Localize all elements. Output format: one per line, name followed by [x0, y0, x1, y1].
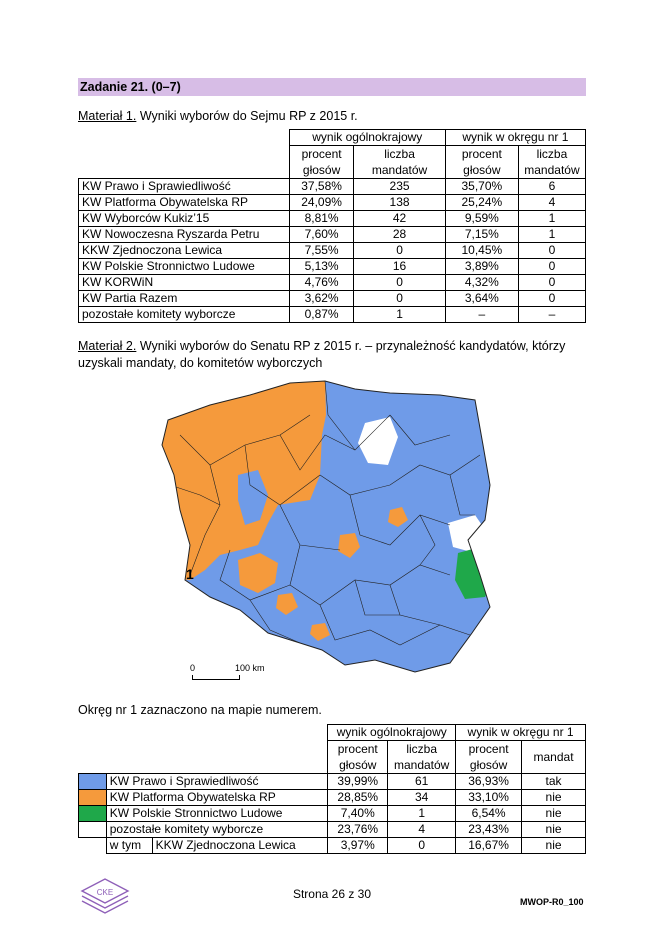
- group-header-national: wynik ogólnokrajowy: [328, 725, 456, 741]
- pct-district: 9,59%: [445, 211, 518, 227]
- seats-district: 6: [518, 179, 585, 195]
- material1-title-text: Wyniki wyborów do Sejmu RP z 2015 r.: [136, 109, 358, 123]
- pct-district: –: [445, 307, 518, 323]
- party-name: KW Partia Razem: [79, 291, 290, 307]
- seats: 1: [388, 806, 456, 822]
- group-header-national: wynik ogólnokrajowy: [289, 130, 445, 146]
- subheader-pct-district: procent głosów: [456, 741, 522, 774]
- mandate: nie: [522, 838, 586, 854]
- seats-district: 0: [518, 243, 585, 259]
- subheader-pct: procent głosów: [289, 146, 354, 179]
- mandate: nie: [522, 822, 586, 838]
- seats: 34: [388, 790, 456, 806]
- group-header-district: wynik w okręgu nr 1: [445, 130, 585, 146]
- table-row: [79, 838, 586, 854]
- pct-district: 6,54%: [456, 806, 522, 822]
- party-name: pozostałe komitety wyborcze: [79, 307, 290, 323]
- seats: 16: [354, 259, 445, 275]
- pct: 0,87%: [289, 307, 354, 323]
- map-region-psl: [455, 547, 495, 599]
- legend-swatch-psl: [79, 806, 107, 822]
- table-row: [79, 195, 586, 211]
- seats-district: 4: [518, 195, 585, 211]
- pct-district: 16,67%: [456, 838, 522, 854]
- seats: 0: [388, 838, 456, 854]
- seats-district: 1: [518, 227, 585, 243]
- party-name: KW Prawo i Sprawiedliwość: [106, 774, 328, 790]
- seats: 61: [388, 774, 456, 790]
- pct: 37,58%: [289, 179, 354, 195]
- legend-swatch-other: [79, 822, 107, 838]
- pct: 7,40%: [328, 806, 388, 822]
- pct: 23,76%: [328, 822, 388, 838]
- seats: 0: [354, 291, 445, 307]
- seats-district: 1: [518, 211, 585, 227]
- pct-district: 3,89%: [445, 259, 518, 275]
- pct: 39,99%: [328, 774, 388, 790]
- party-name: KW Polskie Stronnictwo Ludowe: [79, 259, 290, 275]
- seats-district: –: [518, 307, 585, 323]
- pct-district: 10,45%: [445, 243, 518, 259]
- seats-district: 0: [518, 275, 585, 291]
- material1-title: [78, 108, 588, 125]
- mandate: nie: [522, 806, 586, 822]
- seats: 0: [354, 243, 445, 259]
- seats-district: 0: [518, 291, 585, 307]
- senate-map: [150, 375, 510, 685]
- mandate: tak: [522, 774, 586, 790]
- table-row: [79, 275, 586, 291]
- pct-district: 33,10%: [456, 790, 522, 806]
- pct-district: 7,15%: [445, 227, 518, 243]
- party-name: KW Nowoczesna Ryszarda Petru: [79, 227, 290, 243]
- seats: 138: [354, 195, 445, 211]
- legend-swatch-po: [79, 790, 107, 806]
- material2-title: [78, 338, 588, 372]
- subheader-seats-district: liczba mandatów: [518, 146, 585, 179]
- seats: 4: [388, 822, 456, 838]
- party-name: KW KORWiN: [79, 275, 290, 291]
- table-row: [79, 307, 586, 323]
- pct: 5,13%: [289, 259, 354, 275]
- pct-district: 25,24%: [445, 195, 518, 211]
- scale-start: 0: [190, 663, 196, 673]
- legend-swatch-pis: [79, 774, 107, 790]
- table-row: [79, 243, 586, 259]
- pct-district: 36,93%: [456, 774, 522, 790]
- subheader-pct-district: procent głosów: [445, 146, 518, 179]
- party-name: KW Polskie Stronnictwo Ludowe: [106, 806, 328, 822]
- table-row: [79, 774, 586, 790]
- pct: 28,85%: [328, 790, 388, 806]
- party-name: KW Wyborców Kukiz’15: [79, 211, 290, 227]
- party-name: KW Platforma Obywatelska RP: [79, 195, 290, 211]
- scale-bar: [192, 675, 240, 680]
- map-note: Okręg nr 1 zaznaczono na mapie numerem.: [78, 703, 322, 717]
- party-name: KW Platforma Obywatelska RP: [106, 790, 328, 806]
- pct: 7,60%: [289, 227, 354, 243]
- table-row: [79, 291, 586, 307]
- seats-district: 0: [518, 259, 585, 275]
- party-name: KKW Zjednoczona Lewica: [152, 838, 328, 854]
- sub-row-prefix: w tym: [106, 838, 152, 854]
- seats: 28: [354, 227, 445, 243]
- pct: 3,97%: [328, 838, 388, 854]
- material2-title-text: Wyniki wyborów do Senatu RP z 2015 r. – przynależność kandydatów, którzy uzyskali mandaty, do komitetów wyborczych: [78, 339, 566, 370]
- pct-district: 23,43%: [456, 822, 522, 838]
- table-row: [79, 790, 586, 806]
- party-name: pozostałe komitety wyborcze: [106, 822, 328, 838]
- material1-label: Materiał 1.: [78, 109, 137, 123]
- pct-district: 3,64%: [445, 291, 518, 307]
- pct: 8,81%: [289, 211, 354, 227]
- table-row: [79, 806, 586, 822]
- task-header: Zadanie 21. (0–7): [78, 78, 586, 96]
- pct: 7,55%: [289, 243, 354, 259]
- table-row: [79, 211, 586, 227]
- seats: 0: [354, 275, 445, 291]
- page-number: Strona 26 z 30: [292, 887, 372, 901]
- scale-end: 100 km: [235, 663, 265, 673]
- subheader-seats: liczba mandatów: [388, 741, 456, 774]
- table-row: [79, 179, 586, 195]
- pct: 24,09%: [289, 195, 354, 211]
- party-name: KKW Zjednoczona Lewica: [79, 243, 290, 259]
- subheader-mandate: mandat: [522, 741, 586, 774]
- seats: 42: [354, 211, 445, 227]
- pct: 3,62%: [289, 291, 354, 307]
- pct-district: 4,32%: [445, 275, 518, 291]
- district-1-label: 1: [186, 566, 194, 582]
- subheader-pct: procent głosów: [328, 741, 388, 774]
- seats: 1: [354, 307, 445, 323]
- senate-results-table: [78, 724, 586, 854]
- group-header-district: wynik w okręgu nr 1: [456, 725, 586, 741]
- table-row: [79, 259, 586, 275]
- table-row: [79, 822, 586, 838]
- material2-label: Materiał 2.: [78, 339, 137, 353]
- pct-district: 35,70%: [445, 179, 518, 195]
- sejm-results-table: [78, 129, 586, 323]
- mandate: nie: [522, 790, 586, 806]
- table-row: [79, 227, 586, 243]
- pct: 4,76%: [289, 275, 354, 291]
- logo-text: CKE: [96, 888, 114, 897]
- doc-code: MWOP-R0_100: [520, 897, 584, 907]
- seats: 235: [354, 179, 445, 195]
- party-name: KW Prawo i Sprawiedliwość: [79, 179, 290, 195]
- subheader-seats: liczba mandatów: [354, 146, 445, 179]
